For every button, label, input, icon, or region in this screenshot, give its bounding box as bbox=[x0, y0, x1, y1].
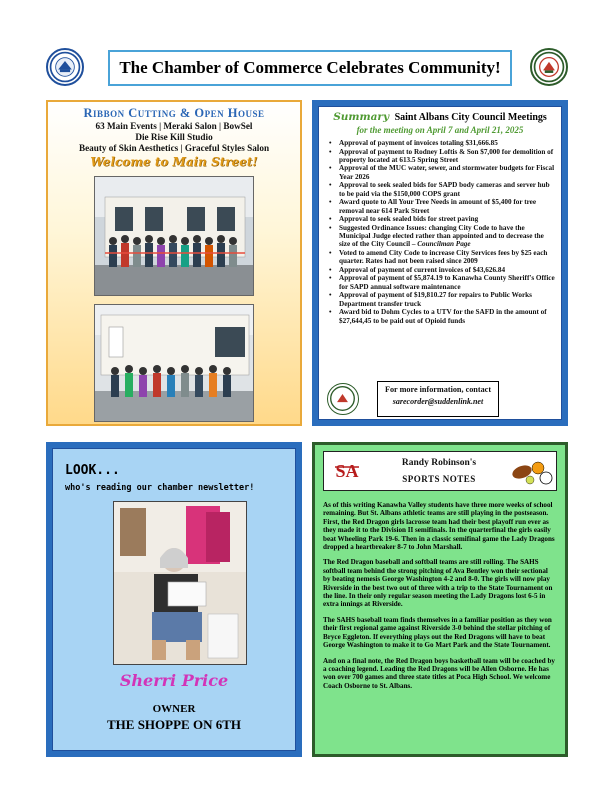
contact-line: For more information, contact bbox=[384, 385, 492, 394]
list-item: • Approval of payment of $5,874.19 to Kanawha County Sheriff's Office for SAPD annual software maintenance bbox=[327, 274, 555, 291]
reader-role: OWNER bbox=[152, 703, 196, 715]
ordinance-credit: Councilman Page bbox=[417, 240, 471, 249]
chamber-seal-icon bbox=[327, 383, 359, 415]
list-item: • Approval of payment of $19,810.27 for repairs to Public Works Department transfer truck bbox=[327, 291, 555, 308]
sports-notes-card bbox=[315, 445, 565, 754]
summary-label: Summary bbox=[333, 111, 390, 123]
list-item bbox=[327, 224, 555, 249]
list-item: • Approval to seek sealed bids for street paving bbox=[327, 215, 555, 223]
list-item-text: Suggested Ordinance Issues: changing City Code to have the Municipal Judge elected rather than appointed and to decrease the size of the City Council – bbox=[339, 223, 544, 249]
list-item: • Approval of payment of invoices totaling $31,666.85 bbox=[327, 139, 555, 147]
list-item: • Award quote to All Your Tree Needs in amount of $5,400 for tree removal near 614 Park Street bbox=[327, 198, 555, 215]
ribbon-cutting-photo bbox=[94, 176, 254, 296]
list-item: • Voted to amend City Code to increase City Services fees by $25 each quarter. Rates had not been raised since 2009 bbox=[327, 249, 555, 266]
list-item: • Approval of the MUC water, sewer, and stormwater budgets for Fiscal Year 2026 bbox=[327, 164, 555, 181]
sports-article bbox=[323, 501, 557, 697]
sports-paragraph: The Red Dragon baseball and softball teams are still rolling. The SAHS softball team behind the strong pitching of Ava Bentley won their sectional by beating nemesis George Washington 4-2 and 8-0. The girls will now play Riverside in the best two out of three with a trip to the State Tournament on the line. In their only regular season meeting the Lady Dragons lost 6-5 in extra innings at Riverside. bbox=[323, 558, 553, 609]
council-title bbox=[325, 111, 555, 123]
council-subtitle: for the meeting on April 7 and April 21, 2025 bbox=[356, 125, 524, 135]
ribbon-business-line: Die Rise Kill Studio bbox=[135, 132, 213, 142]
look-title: LOOK... bbox=[65, 463, 120, 478]
ribbon-business-line: 63 Main Events | Meraki Salon | BowSel bbox=[95, 121, 253, 131]
sports-title: SPORTS NOTES bbox=[402, 474, 476, 484]
sports-notes-panel bbox=[312, 442, 568, 757]
st-albans-sa-logo-icon bbox=[332, 456, 362, 486]
list-item: • Approval to seek sealed bids for SAPD body cameras and server hub to be paid via the $150,000 COPS grant bbox=[327, 181, 555, 198]
look-card bbox=[52, 448, 296, 751]
open-house-photo bbox=[94, 304, 254, 422]
ribbon-business-line: Beauty of Skin Aesthetics | Graceful Styles Salon bbox=[78, 143, 270, 153]
ribbon-title: Ribbon Cutting & Open House bbox=[83, 106, 265, 120]
reader-name: Sherri Price bbox=[119, 671, 229, 690]
svg-text:SA: SA bbox=[335, 461, 359, 481]
look-subtitle: who's reading our chamber newsletter! bbox=[65, 483, 255, 493]
chamber-of-commerce-seal-icon bbox=[530, 48, 568, 86]
sports-author: Randy Robinson's bbox=[401, 458, 477, 468]
reader-photo bbox=[113, 501, 247, 665]
sports-balls-icon bbox=[510, 458, 554, 486]
sports-paragraph: As of this writing Kanawha Valley students have three more weeks of school remaining. But St. Albans athletic teams are still playing in the postseason. First, the Red Dragon girls lacrosse team had their best playoff run ever as they made it to the Division II semifinals. In the quarterfinal the girls easily beat Wheeling Park 19-6. Then in a classic semifinal game the Lady Dragons dropped a heartbreaker 8-7 to John Marshall. bbox=[323, 501, 555, 552]
list-item: • Award bid to Dohm Cycles to a UTV for the SAFD in the amount of $27,644,45 to be paid out of Opioid funds bbox=[327, 308, 555, 325]
contact-box bbox=[377, 381, 499, 417]
look-panel bbox=[46, 442, 302, 757]
council-summary-panel bbox=[312, 100, 568, 426]
list-item: • Approval of payment to Rodney Loftis & Son $7,000 for demolition of property located at 613.5 Spring Street bbox=[327, 148, 555, 165]
st-albans-city-seal-icon bbox=[46, 48, 84, 86]
sports-paragraph: And on a final note, the Red Dragon boys basketball team will be coached by a coaching legend. Leading the Red Dragons will be Allen Osborne. He has won over 700 games and three state titles at Poca High School. We welcome Coach Osborne to St. Albans. bbox=[323, 656, 555, 690]
list-item: • Approval of payment of current invoices of $43,626.84 bbox=[327, 266, 555, 274]
council-summary-card bbox=[318, 106, 562, 420]
sports-paragraph: The SAHS baseball team finds themselves in a familiar position as they won their first regional game against Riverside 3-0 behind the stellar pitching of Bryce Eggleton. If everything plays out the Red Dragons will have to beat George Washington to make it to Go Mart Park and the State Tournament. bbox=[323, 615, 552, 650]
sports-header bbox=[323, 451, 557, 491]
page-title-box bbox=[108, 50, 512, 86]
welcome-banner: Welcome to Main Street! bbox=[90, 155, 258, 169]
reader-business: THE SHOPPE ON 6TH bbox=[107, 717, 241, 732]
council-title-text: Saint Albans City Council Meetings bbox=[394, 112, 547, 123]
council-action-list bbox=[325, 139, 555, 325]
ribbon-cutting-panel bbox=[46, 100, 302, 426]
page-title: The Chamber of Commerce Celebrates Community! bbox=[119, 58, 501, 77]
contact-email-link[interactable]: sarecorder@suddenlink.net bbox=[392, 397, 484, 406]
